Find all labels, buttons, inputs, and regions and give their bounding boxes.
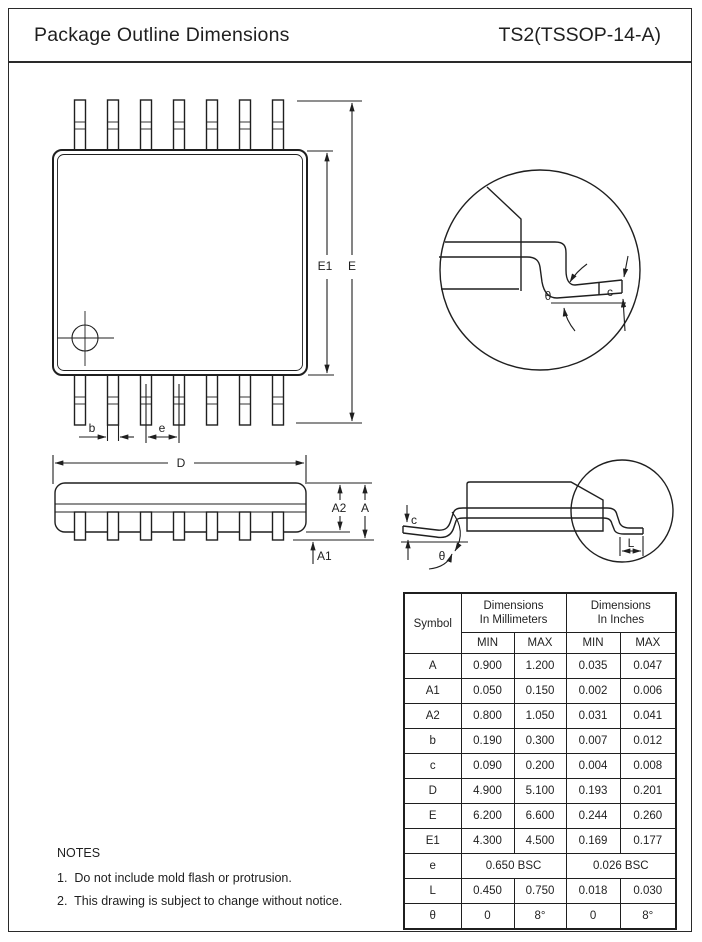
dim-label-A2: A2 (331, 501, 347, 515)
pin1-indicator (57, 311, 114, 366)
dim-label-c-side: c (411, 513, 417, 527)
table-row: E1 4.300 4.500 0.169 0.177 (404, 829, 676, 854)
end-view-body (467, 482, 603, 531)
table-header-minmax: MIN MAX MIN MAX (404, 633, 676, 654)
symbol-header-cell: Symbol (404, 593, 461, 654)
dim-label-E: E (347, 259, 357, 273)
table-row: θ 0 8° 0 8° (404, 904, 676, 930)
page-title: Package Outline Dimensions (34, 23, 290, 46)
dim-label-E1: E1 (317, 259, 333, 273)
dim-label-theta-detail: θ (544, 289, 552, 303)
table-row-bsc: e 0.650 BSC 0.026 BSC (404, 854, 676, 879)
table-row: D 4.900 5.100 0.193 0.201 (404, 779, 676, 804)
top-view-drawing (53, 100, 362, 443)
dim-label-e: e (158, 421, 166, 435)
note-item: 2. This drawing is subject to change without notice. (57, 894, 343, 908)
lead-detail-circle-drawing (439, 170, 640, 370)
dim-label-b: b (88, 421, 96, 435)
table-row: c 0.090 0.200 0.004 0.008 (404, 754, 676, 779)
table-row: b 0.190 0.300 0.007 0.012 (404, 729, 676, 754)
dimension-A (361, 485, 369, 538)
mm-group-header: Dimensions In Millimeters (461, 593, 566, 633)
notes-title: NOTES (57, 846, 101, 860)
note-item: 1. Do not include mold flash or protrusion. (57, 871, 292, 885)
notes-section (57, 846, 342, 917)
table-header-groups (404, 593, 676, 633)
front-view-drawing (53, 455, 374, 564)
dimension-b (79, 421, 134, 441)
dimension-A1 (313, 542, 332, 564)
dim-label-L: L (627, 536, 635, 550)
package-code: TS2(TSSOP-14-A) (498, 23, 661, 46)
dim-label-A1: A1 (317, 549, 332, 563)
foot-detail-circle (571, 460, 673, 562)
dimension-A2 (332, 485, 347, 530)
table-row: A2 0.800 1.050 0.031 0.041 (404, 704, 676, 729)
front-view-pins (75, 512, 284, 540)
dimensions-table (403, 592, 677, 930)
dimension-E1 (307, 151, 334, 375)
table-row: A 0.900 1.200 0.035 0.047 (404, 654, 676, 679)
dim-label-A: A (360, 501, 370, 515)
table-row: E 6.200 6.600 0.244 0.260 (404, 804, 676, 829)
dimension-c-side (407, 505, 417, 560)
dim-label-c-detail: c (607, 285, 613, 299)
dim-label-theta-side: θ (438, 549, 446, 563)
inch-group-header: Dimensions In Inches (566, 593, 676, 633)
table-row: L 0.450 0.750 0.018 0.030 (404, 879, 676, 904)
package-body-outline (53, 150, 307, 375)
end-view-drawing (401, 460, 673, 569)
dimension-L (620, 536, 643, 556)
top-view-pins-top (75, 100, 284, 150)
table-row: A1 0.050 0.150 0.002 0.006 (404, 679, 676, 704)
dim-label-D: D (176, 456, 186, 470)
dimension-D (53, 455, 306, 484)
